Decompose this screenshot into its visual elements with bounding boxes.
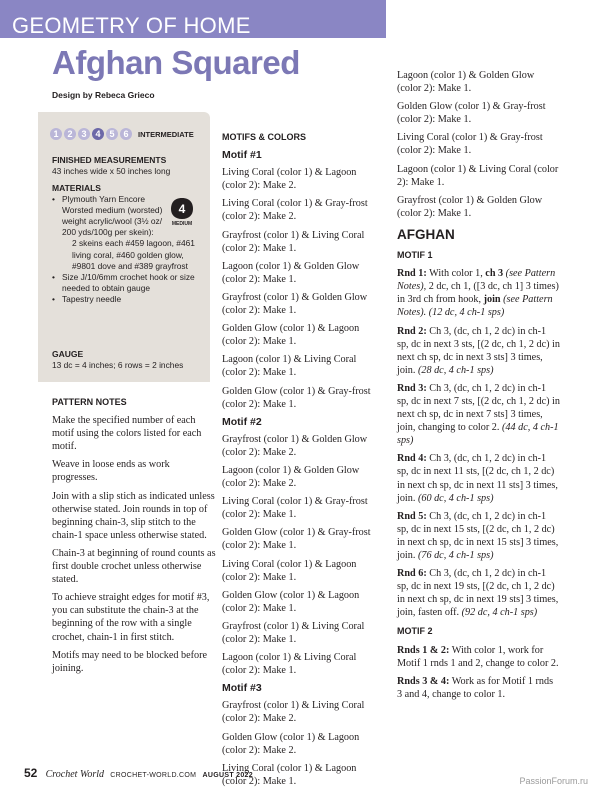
round-label: Rnd 4: <box>397 453 427 465</box>
round-label: Rnd 6: <box>397 568 427 580</box>
watermark: PassionForum.ru <box>519 776 588 786</box>
round-label: Rnds 1 & 2: <box>397 644 450 656</box>
motif-color-item: Lagoon (color 1) & Living Coral (color 2): Make 1. <box>222 652 357 677</box>
motif2-heading: Motif #2 <box>222 415 262 428</box>
note-item: Chain-3 at beginning of round counts as first double crochet unless otherwise stated. <box>52 547 216 586</box>
round-3 <box>397 382 560 447</box>
afghan-heading: AFGHAN <box>397 226 455 242</box>
website: CROCHET-WORLD.COM <box>110 772 197 779</box>
motif-color-item: Living Coral (color 1) & Lagoon (color 2): Make 2. <box>222 167 357 192</box>
round-count: (12 dc, 4 ch-1 sps) <box>428 307 505 319</box>
note-item: To achieve straight edges for motif #3, you can substitute the chain-3 at the beginning of the row with a single crochet, chain-1 in first stitch. <box>52 592 210 643</box>
note-item: Join with a slip stich as indicated unless otherwise stated. Join rounds in top of beginning chain-3, slip stitch to the chain-1 space unless otherwise stated. <box>52 490 215 541</box>
round-1 <box>397 267 560 319</box>
motif-color-item: Golden Glow (color 1) & Gray-frost (color 2): Make 1. <box>222 527 371 552</box>
magazine-name: Crochet World <box>45 769 105 780</box>
round-term: ch 3 <box>485 268 504 280</box>
issue-date: AUGUST 2022 <box>202 772 253 779</box>
round-count: (92 dc, 4 ch-1 sps) <box>461 607 538 619</box>
skill-level-label: INTERMEDIATE <box>138 129 194 139</box>
motif-color-item: Living Coral (color 1) & Lagoon (color 2): Make 1. <box>222 762 357 787</box>
materials-heading: MATERIALS <box>52 183 101 193</box>
motif-color-item: Grayfrost (color 1) & Golden Glow (color 2): Make 1. <box>222 291 368 317</box>
note-item: Make the specified number of each motif using the colors listed for each motif. <box>52 415 202 453</box>
motif-color-item: Golden Glow (color 1) & Gray-frost (color 2): Make 1. <box>397 101 546 126</box>
round-count: (44 dc, 4 ch-1 sps) <box>397 422 559 447</box>
round-text: Work as for Motif 1 rnds 3 and 4, change to color 1. <box>397 675 554 700</box>
round-5 <box>397 510 560 562</box>
round-text: Ch 3, (dc, ch 1, 2 dc) in ch-1 sp, dc in next 3 sts, [(2 dc, ch 1, 2 dc) in next ch sp, dc in next 3 sts] 3 times, join. <box>397 325 560 376</box>
motifs-column <box>222 131 382 793</box>
motif-color-item: Living Coral (color 1) & Gray-frost (color 2): Make 1. <box>397 132 543 157</box>
skill-level-6: 6 <box>120 128 132 140</box>
motif-color-item: Lagoon (color 1) & Living Coral (color 2): Make 1. <box>397 163 559 188</box>
round-count: (60 dc, 4 ch-1 sps) <box>417 492 494 504</box>
motif3-heading: Motif #3 <box>222 682 262 695</box>
pattern-notes-heading: PATTERN NOTES <box>52 397 127 407</box>
round-label: Rnd 1: <box>397 268 427 280</box>
round-text: With color 1, work for Motif 1 rnds 1 and 2, change to color 2. <box>397 644 559 669</box>
designer-byline: Design by Rebeca Grieco <box>52 90 155 100</box>
skill-level-3: 3 <box>78 128 90 140</box>
gauge-text: 13 dc = 4 inches; 6 rows = 2 inches <box>52 360 184 371</box>
yarn-weight-number: 4 <box>178 202 186 216</box>
motif-color-item: Golden Glow (color 1) & Lagoon (color 2): Make 1. <box>222 323 360 348</box>
motif-color-item: Grayfrost (color 1) & Golden Glow (color 2): Make 2. <box>222 433 368 458</box>
round-text: Ch 3, (dc, ch 1, 2 dc) in ch-1 sp, dc in next 7 sts, [(2 dc, ch 1, 2 dc) in next ch sp, dc in next 7 sts] 3 times, join, changing to color 2. <box>397 382 560 434</box>
skill-level-indicator <box>50 128 194 140</box>
materials-item-needle: • Tapestry needle <box>52 293 122 304</box>
pattern-title: Afghan Squared <box>52 44 300 81</box>
materials-needle-text: Tapestry needle <box>62 293 122 304</box>
yarn-weight-label: MEDIUM <box>171 221 193 227</box>
round-label: Rnd 3: <box>397 382 427 394</box>
round-count: (28 dc, 4 ch-1 sps) <box>417 364 494 376</box>
round-label: Rnd 2: <box>397 325 427 337</box>
round-text: Ch 3, (dc, ch 1, 2 dc) in ch-1 sp, dc in next 11 sts, [(2 dc, ch 1, 2 dc) in next ch sp, dc in next 11 sts] 3 times, join. <box>397 453 558 504</box>
skill-level-5: 5 <box>106 128 118 140</box>
materials-item-skeins: 2 skeins each #459 lagoon, #461 living coral, #460 golden glow, #9801 dove and #389 grayfrost <box>72 238 195 271</box>
motif-color-item: Golden Glow (color 1) & Lagoon (color 2): Make 1. <box>222 589 360 614</box>
round-4 <box>397 452 560 504</box>
motif-color-item: Living Coral (color 1) & Gray-frost (color 2): Make 1. <box>222 496 368 521</box>
materials-item-hook: • Size J/10/6mm crochet hook or size needed to obtain gauge <box>52 271 195 293</box>
motif-color-item: Living Coral (color 1) & Gray-frost (color 2): Make 2. <box>222 198 368 223</box>
round-text: With color 1, <box>429 268 483 280</box>
page-number: 52 <box>24 766 38 780</box>
round-text: 2 dc, ch 1, ([3 dc, ch 1] 3 times) in 3rd ch from hook, <box>397 281 559 306</box>
rounds-1-2 <box>397 644 560 670</box>
finished-heading: FINISHED MEASUREMENTS <box>52 155 167 165</box>
motif-color-item: Lagoon (color 1) & Living Coral (color 2): Make 1. <box>222 354 357 379</box>
motif-color-item: Living Coral (color 1) & Lagoon (color 2): Make 1. <box>222 558 357 583</box>
round-text: Ch 3, (dc, ch 1, 2 dc) in ch-1 sp, dc in next 19 sts, [(2 dc, ch 1, 2 dc) in next ch sp, dc in next 19 sts] 3 times, join, fasten off. <box>397 568 559 619</box>
gauge-heading: GAUGE <box>52 349 84 359</box>
round-2 <box>397 325 560 377</box>
round-term: join <box>483 294 501 306</box>
motif-color-item: Golden Glow (color 1) & Gray-frost (color 2): Make 1. <box>222 385 371 410</box>
afghan-column <box>397 69 560 706</box>
finished-measurements <box>52 155 208 177</box>
rounds-3-4 <box>397 675 560 701</box>
skill-level-1: 1 <box>50 128 62 140</box>
motif-color-item: Grayfrost (color 1) & Living Coral (color 2): Make 2. <box>222 700 365 725</box>
round-6 <box>397 567 560 619</box>
round-text: Ch 3, (dc, ch 1, 2 dc) in ch-1 sp, dc in next 15 sts, [(2 dc, ch 1, 2 dc) in next ch sp, dc in next 15 sts] 3 times, join. <box>397 510 559 561</box>
motifs-heading: MOTIFS & COLORS <box>222 132 306 142</box>
round-note: (see Pattern Notes). <box>397 294 553 319</box>
round-label: Rnd 5: <box>397 510 427 522</box>
round-note: (see Pattern Notes), <box>397 268 556 293</box>
yarn-weight-icon <box>170 197 194 227</box>
finished-text: 43 inches wide x 50 inches long <box>52 166 171 177</box>
motif-color-item: Lagoon (color 1) & Golden Glow (color 2): Make 2. <box>222 464 360 490</box>
motif2-instructions-heading: MOTIF 2 <box>397 626 433 637</box>
gauge-section <box>52 349 208 371</box>
motif-color-item: Lagoon (color 1) & Golden Glow (color 2): Make 1. <box>397 70 535 95</box>
motif-color-item: Grayfrost (color 1) & Living Coral (color 2): Make 1. <box>222 229 365 254</box>
skill-level-4: 4 <box>92 128 104 140</box>
materials-yarn-text: Plymouth Yarn Encore Worsted medium (worsted) weight acrylic/wool (3½ oz/ 200 yds/100g per skein): <box>62 194 163 238</box>
motif-color-item: Golden Glow (color 1) & Lagoon (color 2): Make 2. <box>222 731 360 756</box>
round-count: (76 dc, 4 ch-1 sps) <box>417 550 494 561</box>
section-title: GEOMETRY OF HOME <box>12 13 251 38</box>
motif1-heading: Motif #1 <box>222 149 262 162</box>
page-footer <box>24 766 253 780</box>
motif1-instructions-heading: MOTIF 1 <box>397 250 433 261</box>
note-item: Weave in loose ends as work progresses. <box>52 459 170 484</box>
motif-color-item: Grayfrost (color 1) & Golden Glow (color 2): Make 1. <box>397 194 543 219</box>
motif-color-item: Grayfrost (color 1) & Living Coral (color 2): Make 1. <box>222 620 365 645</box>
round-label: Rnds 3 & 4: <box>397 675 450 687</box>
pattern-notes-column <box>52 396 216 680</box>
section-banner <box>0 0 386 38</box>
skill-level-2: 2 <box>64 128 76 140</box>
note-item: Motifs may need to be blocked before joining. <box>52 649 208 674</box>
materials-item-yarn: • Plymouth Yarn Encore Worsted medium (worsted) weight acrylic/wool (3½ oz/ 200 yds/100g per skein): <box>52 194 163 238</box>
motif-color-item: Lagoon (color 1) & Golden Glow (color 2): Make 1. <box>222 260 360 285</box>
materials-hook-text: Size J/10/6mm crochet hook or size needed to obtain gauge <box>62 271 195 293</box>
